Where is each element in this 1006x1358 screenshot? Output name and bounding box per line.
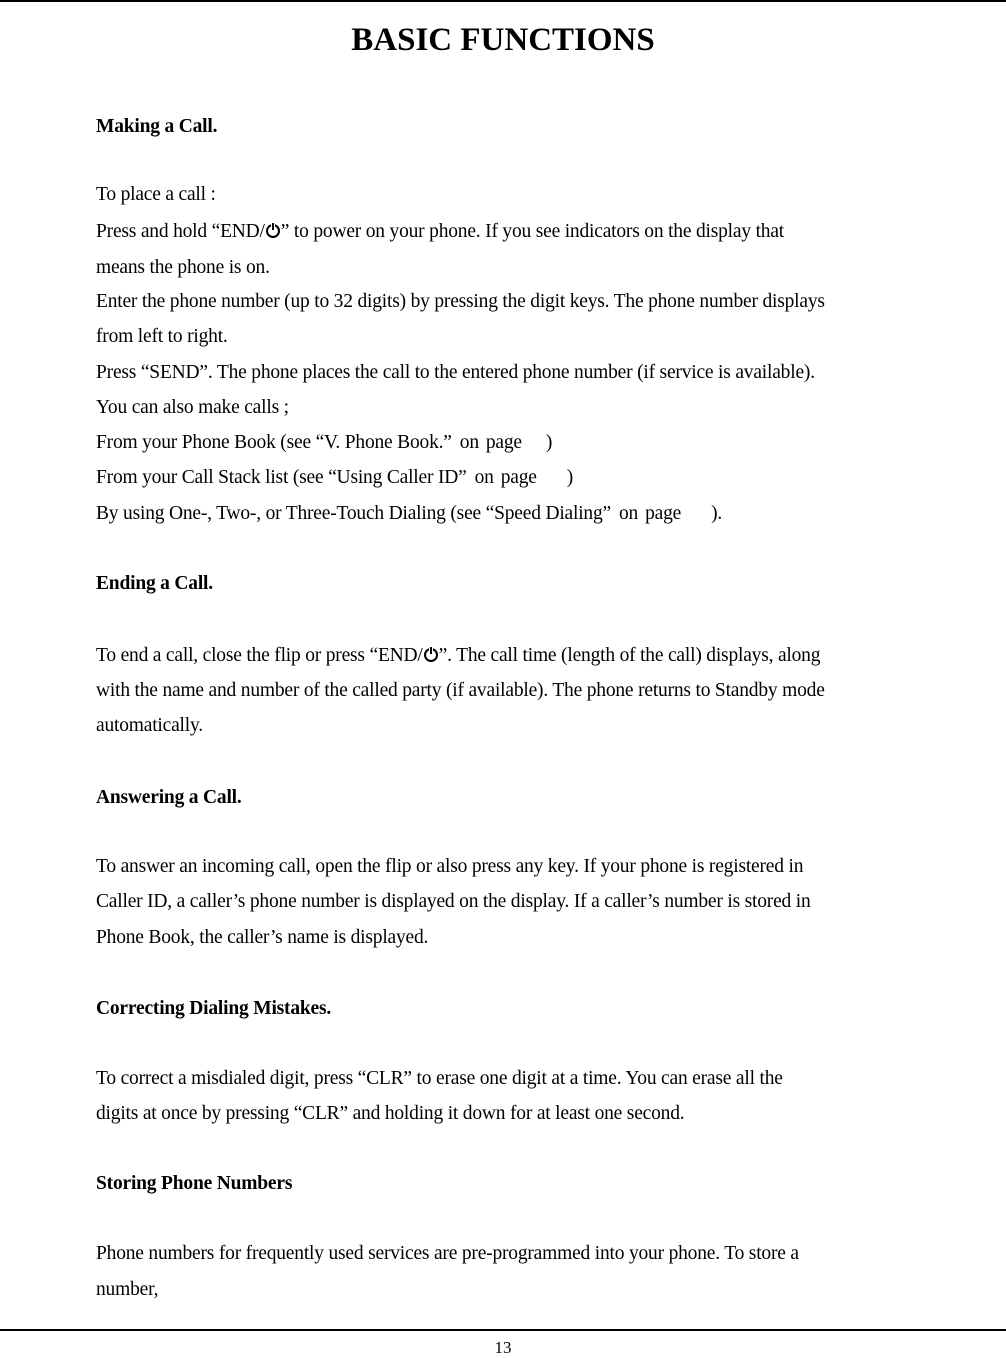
section-heading-ending-call: Ending a Call. (96, 573, 213, 594)
section-heading-making-call: Making a Call. (96, 116, 218, 137)
text-segment: page (645, 503, 682, 524)
storing-line-1: Phone numbers for frequently used services are pre-programmed into your phone. To store a (96, 1243, 799, 1264)
ending-call-line-1 (96, 644, 820, 668)
making-call-line-1 (96, 220, 784, 244)
answering-call-line-2: Caller ID, a caller’s phone number is displayed on the display. If a caller’s number is stored in (96, 891, 811, 912)
making-call-line-4: from left to right. (96, 326, 228, 347)
section-heading-storing: Storing Phone Numbers (96, 1173, 293, 1194)
making-call-line-7 (96, 431, 552, 455)
making-call-line-8 (96, 466, 573, 490)
text-segment: ). (711, 503, 723, 524)
top-rule (0, 0, 1006, 2)
text-segment: on (474, 467, 494, 488)
storing-line-2: number, (96, 1279, 159, 1300)
bottom-rule (0, 1329, 1006, 1331)
power-icon (423, 646, 439, 662)
power-icon (265, 222, 281, 238)
text-segment: From your Call Stack list (see “Using Caller ID” (96, 467, 467, 488)
page-title: BASIC FUNCTIONS (351, 22, 655, 58)
ending-call-line-3: automatically. (96, 715, 203, 736)
text-segment: page (485, 432, 522, 453)
section-heading-answering-call: Answering a Call. (96, 787, 242, 808)
ending-call-line-2: with the name and number of the called party (if available). The phone returns to Standby mode (96, 680, 825, 701)
text-segment: To end a call, close the flip or press “END/ (96, 645, 423, 666)
text-segment: ) (566, 467, 573, 488)
text-segment: ” to power on your phone. If you see indicators on the display that (280, 221, 785, 242)
text-segment: By using One-, Two-, or Three-Touch Dialing (see “Speed Dialing” (96, 503, 611, 524)
page-number: 13 (494, 1338, 512, 1357)
text-segment: page (500, 467, 537, 488)
text-segment: ) (545, 432, 553, 453)
text-segment: on (459, 432, 479, 453)
making-call-line-9 (96, 502, 722, 526)
making-call-line-3: Enter the phone number (up to 32 digits) by pressing the digit keys. The phone number displays (96, 291, 825, 312)
text-segment: on (619, 503, 639, 524)
text-segment: Press and hold “END/ (96, 221, 265, 242)
text-segment: ”. The call time (length of the call) displays, along (438, 645, 821, 666)
section-heading-correcting: Correcting Dialing Mistakes. (96, 998, 332, 1019)
correcting-line-1: To correct a misdialed digit, press “CLR” to erase one digit at a time. You can erase all the (96, 1068, 783, 1089)
correcting-line-2: digits at once by pressing “CLR” and holding it down for at least one second. (96, 1103, 685, 1124)
making-call-intro: To place a call : (96, 184, 216, 205)
making-call-line-6: You can also make calls ; (96, 397, 289, 418)
answering-call-line-3: Phone Book, the caller’s name is displayed. (96, 927, 429, 948)
making-call-line-2: means the phone is on. (96, 257, 270, 278)
answering-call-line-1: To answer an incoming call, open the flip or also press any key. If your phone is registered in (96, 856, 804, 877)
text-segment: From your Phone Book (see “V. Phone Book.” (96, 432, 452, 453)
making-call-line-5: Press “SEND”. The phone places the call to the entered phone number (if service is available). (96, 362, 815, 383)
